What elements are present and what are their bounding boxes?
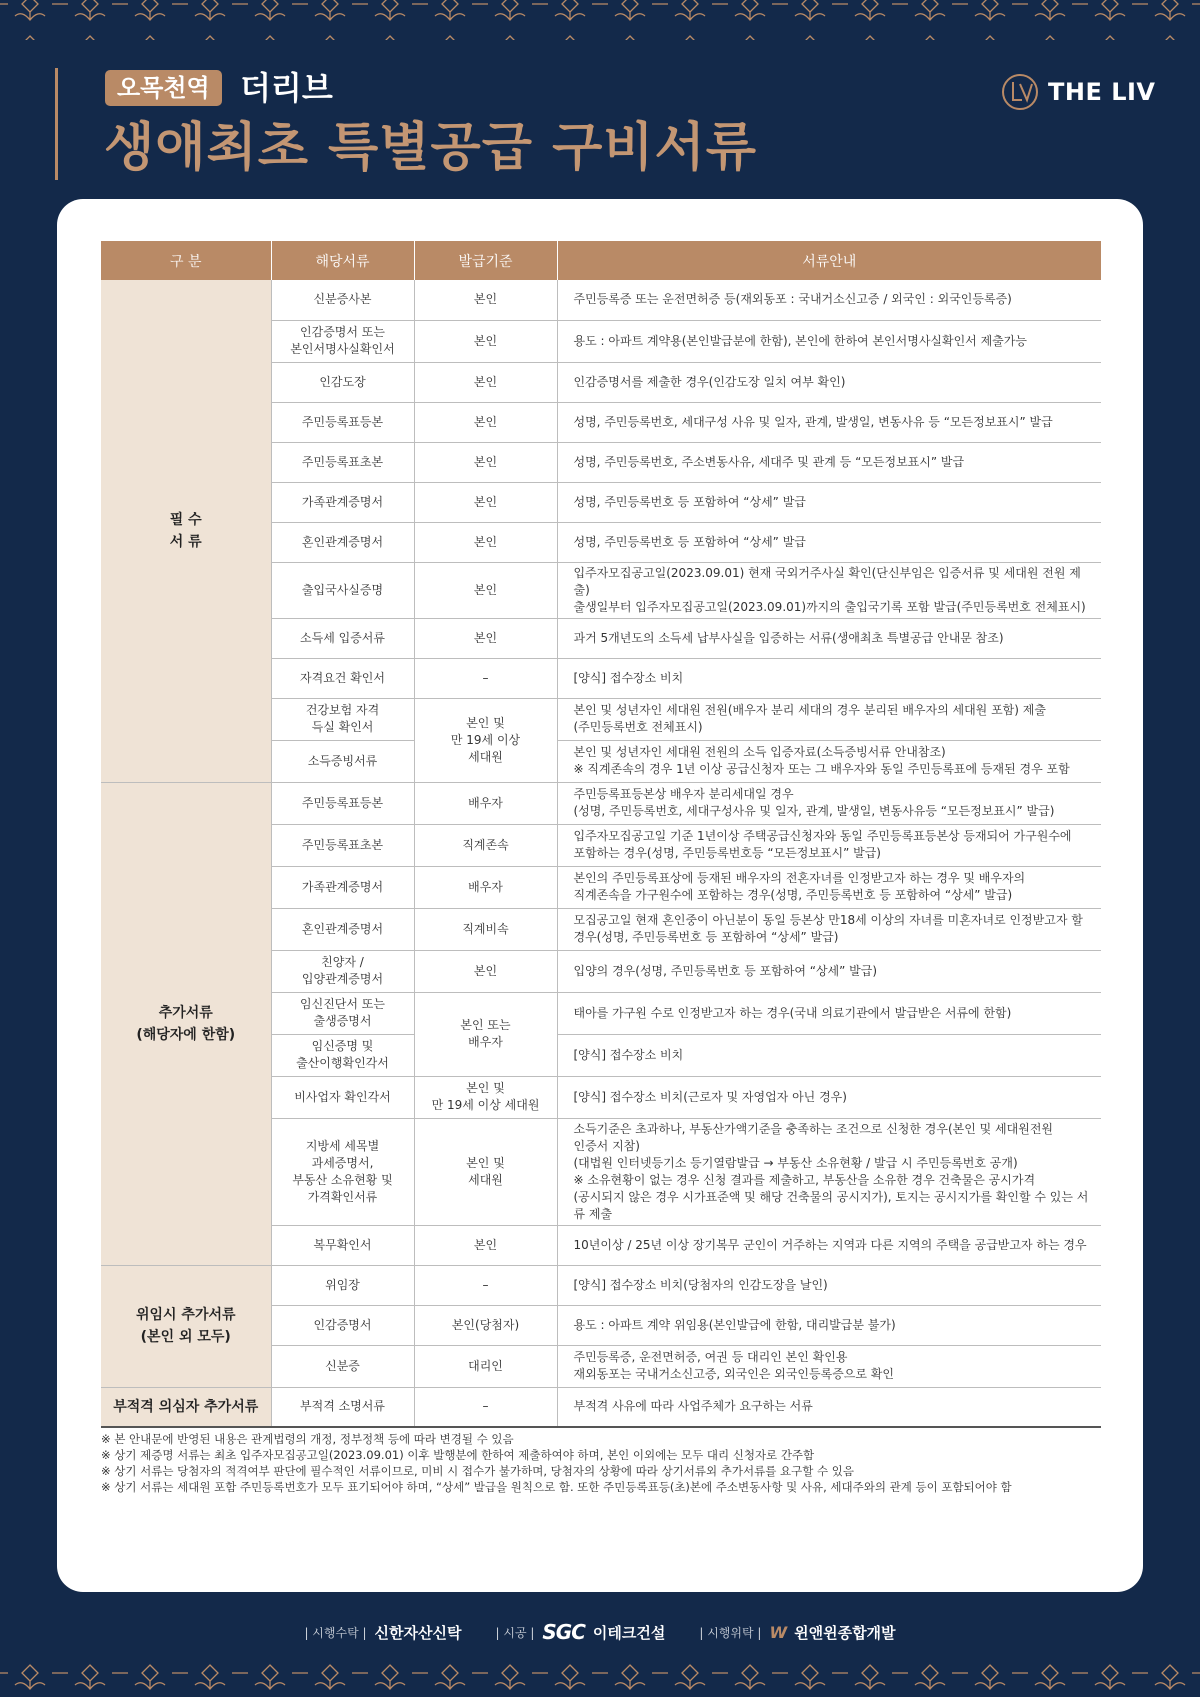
doc-guide: 주민등록증 또는 운전면허증 등(재외동포 : 국내거소신고증 / 외국인 : 외국인등록증) xyxy=(557,280,1101,320)
doc-name: 가족관계증명서 xyxy=(271,866,414,908)
credit-role: | 시행위탁 | xyxy=(699,1625,762,1640)
issue-basis: – xyxy=(414,1387,557,1427)
doc-guide: 모집공고일 현재 혼인중이 아닌분이 동일 등본상 만18세 이상의 자녀를 미혼자녀로 인정받고자 할 경우(성명, 주민등록번호 등 포함하여 “상세” 발급) xyxy=(557,908,1101,950)
issue-basis: 배우자 xyxy=(414,782,557,824)
credit-role: | 시행수탁 | xyxy=(304,1625,367,1640)
doc-guide: 입주자모집공고일 기준 1년이상 주택공급신청자와 동일 주민등록표등본상 등재되어 가구원수에 포함하는 경우(성명, 주민등록번호등 “모든정보표시” 발급) xyxy=(557,824,1101,866)
issue-basis: 본인 및 만 19세 이상 세대원 xyxy=(414,1076,557,1118)
issue-basis: 본인 또는 배우자 xyxy=(414,992,557,1076)
issue-basis: – xyxy=(414,658,557,698)
doc-guide: 입주자모집공고일(2023.09.01) 현재 국외거주사실 확인(단신부임은 입증서류 및 세대원 전원 제출) 출생일부터 입주자모집공고일(2023.09.01)까지의 출입국기록 포함 발급(주민등록번호 전체표시) xyxy=(557,562,1101,618)
doc-name: 주민등록표등본 xyxy=(271,782,414,824)
footnote: ※ 상기 서류는 세대원 포함 주민등록번호가 모두 표기되어야 하며, “상세” 발급을 원칙으로 함. 또한 주민등록표등(초)본에 주소변동사항 및 사유, 세대주와의 관계 등이 포함되어야 함 xyxy=(101,1480,1012,1494)
doc-guide: [양식] 접수장소 비치(당첨자의 인감도장을 날인) xyxy=(557,1265,1101,1305)
category-additional: 추가서류 (해당자에 한함) xyxy=(101,782,271,1265)
category-ineligible: 부적격 의심자 추가서류 xyxy=(101,1387,271,1427)
doc-name: 주민등록표등본 xyxy=(271,402,414,442)
credit-role: | 시공 | xyxy=(495,1625,535,1640)
issue-basis: 대리인 xyxy=(414,1345,557,1387)
doc-name: 혼인관계증명서 xyxy=(271,908,414,950)
issue-basis: 본인 xyxy=(414,950,557,992)
doc-name: 신분증사본 xyxy=(271,280,414,320)
doc-guide: 용도 : 아파트 계약용(본인발급분에 한함), 본인에 한하여 본인서명사실확인서 제출가능 xyxy=(557,320,1101,362)
doc-name: 건강보험 자격 득실 확인서 xyxy=(271,698,414,740)
doc-guide: 주민등록표등본상 배우자 분리세대일 경우 (성명, 주민등록번호, 세대구성사유 및 일자, 관계, 발생일, 변동사유등 “모든정보표시” 발급) xyxy=(557,782,1101,824)
table-row xyxy=(101,782,1101,824)
credit-trustee xyxy=(304,1622,461,1643)
doc-guide: 부적격 사유에 따라 사업주체가 요구하는 서류 xyxy=(557,1387,1101,1427)
header-issuer: 발급기준 xyxy=(414,241,557,280)
issue-basis: 본인 xyxy=(414,362,557,402)
title-accent-bar xyxy=(55,68,58,180)
doc-name: 복무확인서 xyxy=(271,1225,414,1265)
header-document: 해당서류 xyxy=(271,241,414,280)
doc-name: 위임장 xyxy=(271,1265,414,1305)
doc-guide: [양식] 접수장소 비치(근로자 및 자영업자 아닌 경우) xyxy=(557,1076,1101,1118)
category-required: 필 수 서 류 xyxy=(101,280,271,782)
station-badge: 오목천역 xyxy=(105,70,222,106)
doc-guide: 성명, 주민등록번호, 세대구성 사유 및 일자, 관계, 발생일, 변동사유 등 “모든정보표시” 발급 xyxy=(557,402,1101,442)
brand-logo xyxy=(1000,72,1156,112)
header-category: 구 분 xyxy=(101,241,271,280)
doc-guide: [양식] 접수장소 비치 xyxy=(557,1034,1101,1076)
issue-basis: 본인 xyxy=(414,618,557,658)
category-proxy: 위임시 추가서류 (본인 외 모두) xyxy=(101,1265,271,1387)
doc-name: 비사업자 확인각서 xyxy=(271,1076,414,1118)
doc-guide: 본인 및 성년자인 세대원 전원의 소득 입증자료(소득증빙서류 안내참조) ※ 직계존속의 경우 1년 이상 공급신청자 또는 그 배우자와 동일 주민등록표에 등재된 경우 포함 xyxy=(557,740,1101,782)
credit-company: 신한자산신탁 xyxy=(374,1623,462,1642)
required-documents-table xyxy=(101,241,1101,1428)
w-logo-icon: W xyxy=(769,1622,787,1642)
doc-name: 인감도장 xyxy=(271,362,414,402)
issue-basis: 직계비속 xyxy=(414,908,557,950)
top-pattern xyxy=(0,0,1200,40)
doc-guide: 태아를 가구원 수로 인정받고자 하는 경우(국내 의료기관에서 발급받은 서류에 한함) xyxy=(557,992,1101,1034)
header-guide: 서류안내 xyxy=(557,241,1101,280)
doc-name: 주민등록표초본 xyxy=(271,442,414,482)
sgc-logo: SGC xyxy=(542,1620,585,1644)
doc-guide: 용도 : 아파트 계약 위임용(본인발급에 한함, 대리발급분 불가) xyxy=(557,1305,1101,1345)
doc-name: 자격요건 확인서 xyxy=(271,658,414,698)
issue-basis: – xyxy=(414,1265,557,1305)
footnote: ※ 상기 서류는 당첨자의 적격여부 판단에 필수적인 서류이므로, 미비 시 접수가 불가하며, 당첨자의 상황에 따라 상기서류외 추가서류를 요구할 수 있음 xyxy=(101,1464,854,1478)
doc-guide: 본인 및 성년자인 세대원 전원(배우자 분리 세대의 경우 분리된 배우자의 세대원 포함) 제출 (주민등록번호 전체표시) xyxy=(557,698,1101,740)
credit-developer xyxy=(699,1622,895,1643)
brand-logo-text: THE LIV xyxy=(1048,78,1156,106)
doc-name: 인감증명서 xyxy=(271,1305,414,1345)
table-row xyxy=(101,280,1101,320)
document-card xyxy=(57,199,1143,1592)
issue-basis: 본인 xyxy=(414,482,557,522)
doc-name: 소득증빙서류 xyxy=(271,740,414,782)
footnote: ※ 상기 제증명 서류는 최초 입주자모집공고일(2023.09.01) 이후 발행분에 한하여 제출하여야 하며, 본인 이외에는 모두 대리 신청자로 간주함 xyxy=(101,1448,815,1462)
issue-basis: 본인 xyxy=(414,402,557,442)
issue-basis: 본인(당첨자) xyxy=(414,1305,557,1345)
doc-guide: 본인의 주민등록표상에 등재된 배우자의 전혼자녀를 인정받고자 하는 경우 및 배우자의 직계존속을 가구원수에 포함하는 경우(성명, 주민등록번호 등 포함하여 “상세” 발급) xyxy=(557,866,1101,908)
doc-guide: 인감증명서를 제출한 경우(인감도장 일치 여부 확인) xyxy=(557,362,1101,402)
issue-basis: 직계존속 xyxy=(414,824,557,866)
issue-basis: 본인 xyxy=(414,1225,557,1265)
doc-name: 인감증명서 또는 본인서명사실확인서 xyxy=(271,320,414,362)
project-name: 더리브 xyxy=(240,69,333,107)
credit-company: 윈앤윈종합개발 xyxy=(794,1623,896,1642)
table-header-row xyxy=(101,241,1101,280)
issue-basis: 본인 및 만 19세 이상 세대원 xyxy=(414,698,557,782)
doc-guide: 입양의 경우(성명, 주민등록번호 등 포함하여 “상세” 발급) xyxy=(557,950,1101,992)
doc-name: 가족관계증명서 xyxy=(271,482,414,522)
the-liv-emblem-icon xyxy=(1000,72,1040,112)
footnote: ※ 본 안내문에 반영된 내용은 관계법령의 개정, 정부정책 등에 따라 변경될 수 있음 xyxy=(101,1432,514,1446)
credit-company: 이테크건설 xyxy=(592,1623,666,1642)
doc-name: 지방세 세목별 과세증명서, 부동산 소유현황 및 가격확인서류 xyxy=(271,1118,414,1225)
doc-name: 친양자 / 입양관계증명서 xyxy=(271,950,414,992)
doc-name: 신분증 xyxy=(271,1345,414,1387)
doc-name: 임신증명 및 출산이행확인각서 xyxy=(271,1034,414,1076)
issue-basis: 배우자 xyxy=(414,866,557,908)
table-row xyxy=(101,1265,1101,1305)
issue-basis: 본인 xyxy=(414,442,557,482)
doc-name: 출입국사실증명 xyxy=(271,562,414,618)
page-title: 생애최초 특별공급 구비서류 xyxy=(104,118,757,178)
doc-guide: 주민등록증, 운전면허증, 여권 등 대리인 본인 확인용 재외동포는 국내거소신고증, 외국인은 외국인등록증으로 확인 xyxy=(557,1345,1101,1387)
doc-name: 부적격 소명서류 xyxy=(271,1387,414,1427)
doc-name: 소득세 입증서류 xyxy=(271,618,414,658)
doc-name: 혼인관계증명서 xyxy=(271,522,414,562)
doc-guide: 10년이상 / 25년 이상 장기복무 군인이 거주하는 지역과 다른 지역의 주택을 공급받고자 하는 경우 xyxy=(557,1225,1101,1265)
table-row xyxy=(101,1387,1101,1427)
doc-guide: [양식] 접수장소 비치 xyxy=(557,658,1101,698)
footer-credits xyxy=(0,1620,1200,1644)
doc-guide: 성명, 주민등록번호 등 포함하여 “상세” 발급 xyxy=(557,482,1101,522)
issue-basis: 본인 xyxy=(414,280,557,320)
issue-basis: 본인 xyxy=(414,320,557,362)
footnotes xyxy=(101,1431,1111,1495)
issue-basis: 본인 xyxy=(414,522,557,562)
doc-name: 주민등록표초본 xyxy=(271,824,414,866)
doc-guide: 과거 5개년도의 소득세 납부사실을 입증하는 서류(생애최초 특별공급 안내문 참조) xyxy=(557,618,1101,658)
bottom-pattern xyxy=(0,1657,1200,1697)
doc-guide: 성명, 주민등록번호, 주소변동사유, 세대주 및 관계 등 “모든정보표시” 발급 xyxy=(557,442,1101,482)
credit-builder xyxy=(496,1620,666,1644)
issue-basis: 본인 및 세대원 xyxy=(414,1118,557,1225)
issue-basis: 본인 xyxy=(414,562,557,618)
doc-name: 임신진단서 또는 출생증명서 xyxy=(271,992,414,1034)
doc-guide: 소득기준은 초과하나, 부동산가액기준을 충족하는 조건으로 신청한 경우(본인 및 세대원전원 인증서 지참) (대법원 인터넷등기소 등기열람발급 → 부동산 소유현황 / 발급 시 주민등록번호 공개) ※ 소유현황이 없는 경우 신청 결과를 제출하고, 부동산을 소유한 경우 건축물은 공시가격 (공시되지 않은 경우 시가표준액 및 해당 건축물의 공시지가), 토지는 공시지가를 확인할 수 있는 서류 제출 xyxy=(557,1118,1101,1225)
doc-guide: 성명, 주민등록번호 등 포함하여 “상세” 발급 xyxy=(557,522,1101,562)
